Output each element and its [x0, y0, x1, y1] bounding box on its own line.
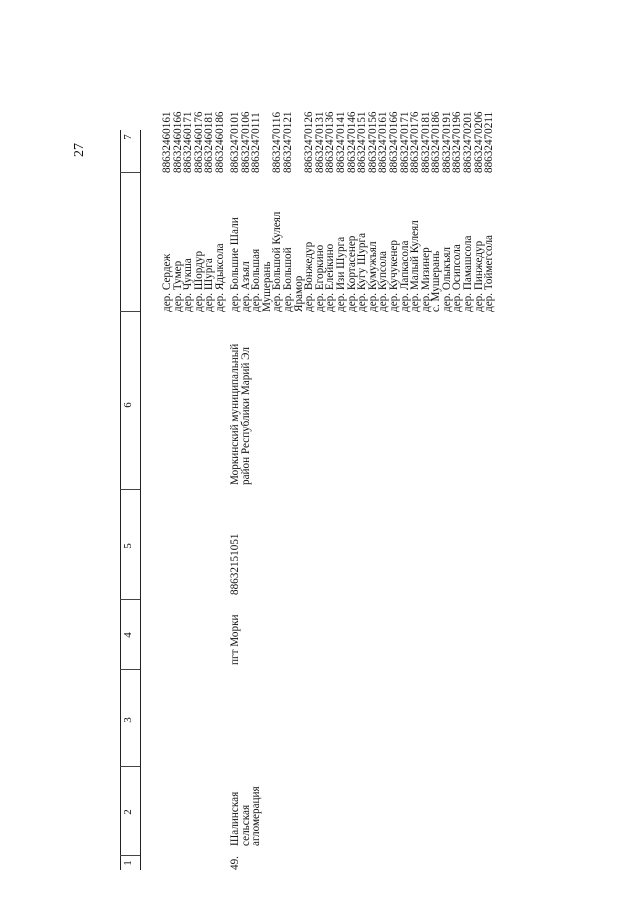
agglomeration-line: Шалинская	[229, 791, 241, 846]
settlement-code: 88632470161	[377, 111, 390, 173]
column-number-7: 7	[122, 134, 134, 140]
settlement-code: 88632470106	[239, 111, 252, 173]
settlement-code: 88632470136	[324, 111, 337, 173]
table-row-continued-codes	[162, 111, 226, 173]
settlement-code: 88632470126	[303, 111, 316, 173]
settlement-name: дер. Мизинер	[419, 247, 432, 312]
settlement-code: 88632470101	[229, 111, 241, 173]
settlement-name: дер. Егоркино	[313, 244, 326, 312]
settlement-code: 88632470156	[366, 111, 379, 173]
settlement-code: 88632470116	[271, 111, 284, 173]
row-number: 49.	[229, 856, 241, 870]
column-number-5: 5	[122, 543, 134, 549]
column-number-6: 6	[122, 402, 134, 408]
settlement-code: 88632460181	[203, 111, 216, 173]
settlement-name: Мушерань	[260, 261, 273, 312]
table-header-bottom-border	[140, 130, 141, 870]
municipality-name	[230, 344, 251, 485]
settlement-name: дер. Купсола	[377, 250, 390, 312]
codes-list	[230, 111, 495, 173]
settlement-name: дер. Сердеж	[161, 253, 173, 312]
page-number: 27	[72, 143, 87, 157]
settlement-name: дер. Ядыксола	[213, 243, 226, 312]
settlement-name: дер. Изи Шургa	[334, 236, 347, 312]
column-divider	[120, 766, 140, 767]
municipality-line: Моркинский муниципальный	[229, 343, 241, 485]
settlement-code: 88632470131	[313, 111, 326, 173]
settlement-code: 88632470176	[409, 111, 422, 173]
settlement-code: 88632470181	[419, 111, 432, 173]
settlement-name: дер. Большая	[250, 248, 263, 312]
settlement-code: 88632470146	[345, 111, 358, 173]
settlement-code: 88632470171	[398, 111, 411, 173]
settlement-name: дер. Малый Кулеял	[409, 220, 422, 312]
settlement-code: 88632470196	[451, 111, 464, 173]
settlement-name: дер. Тоймегсола	[483, 234, 496, 312]
column-divider	[120, 311, 140, 312]
settlement-code: 88632470191	[440, 111, 453, 173]
settlement-name: дер. Кугу Шургa	[356, 232, 369, 312]
column-number-3: 3	[122, 717, 134, 723]
settlement-name: дер. Шургa	[203, 258, 216, 312]
settlement-name: дер. Пинжедур	[472, 240, 485, 312]
column-divider	[120, 599, 140, 600]
settlements-list	[230, 212, 495, 312]
settlement-name: дер. Большой Кулеял	[271, 211, 284, 312]
settlement-name: дер. Азъял	[239, 261, 252, 312]
settlement-code: 88632470211	[483, 111, 496, 173]
settlement-code: 88632470151	[356, 111, 369, 173]
settlement-code: 88632470186	[430, 111, 443, 173]
settlement-name: дер. Чукша	[182, 258, 195, 312]
settlement-name: дер. Лапкасола	[398, 240, 411, 312]
agglomeration-line: сельская	[239, 804, 252, 846]
column-divider	[120, 669, 140, 670]
settlement-name: дер. Памашсола	[462, 235, 475, 312]
table-top-border	[120, 130, 121, 870]
settlement-name: дер. Олыкъял	[440, 247, 453, 312]
settlement-code: 88632470121	[281, 111, 294, 173]
municipality-line: район Республики Марий Эл	[239, 347, 252, 485]
agglomeration-name	[230, 786, 262, 846]
settlement-code: 88632470206	[472, 111, 485, 173]
rotated-table	[72, 111, 590, 870]
settlement-name: дер. Большие Шали	[229, 217, 241, 312]
settlement-name: дер. Тумер	[171, 260, 184, 312]
column-number-1: 1	[122, 860, 134, 866]
column-number-2: 2	[122, 809, 134, 815]
center-name: пгт Морки	[229, 614, 241, 665]
settlement-code: 88632470201	[462, 111, 475, 173]
settlement-name: дер. Елейкино	[324, 243, 337, 312]
column-divider	[120, 172, 140, 173]
center-code: 88632151051	[229, 533, 241, 595]
settlement-name: с. Мушерань	[430, 250, 443, 312]
column-number-4: 4	[122, 632, 134, 638]
settlement-name: дер. Вонжедур	[303, 241, 316, 312]
settlement-code: 88632470141	[334, 111, 347, 173]
settlement-code: 88632470166	[387, 111, 400, 173]
settlement-name: дер. Кучукенер	[387, 240, 400, 312]
settlement-name: Ярамор	[292, 275, 305, 312]
settlement-name: дер. Шордур	[192, 250, 205, 312]
settlement-name: дер. Большой	[281, 247, 294, 312]
settlement-name: дер. Осипсола	[451, 244, 464, 312]
settlement-code: 88632470111	[250, 112, 263, 173]
settlement-code: 88632460186	[213, 111, 226, 173]
settlement-name: дер. Кортасенер	[345, 235, 358, 312]
settlement-name: дер. Кумужъял	[366, 241, 379, 312]
settlement-code: 88632460176	[192, 111, 205, 173]
settlement-code: 88632460161	[161, 111, 173, 173]
column-divider	[120, 489, 140, 490]
table-row-continued-settlements	[162, 243, 226, 312]
settlement-code: 88632460166	[171, 111, 184, 173]
settlement-code: 88632460171	[182, 111, 195, 173]
agglomeration-line: агломерация	[250, 786, 263, 846]
